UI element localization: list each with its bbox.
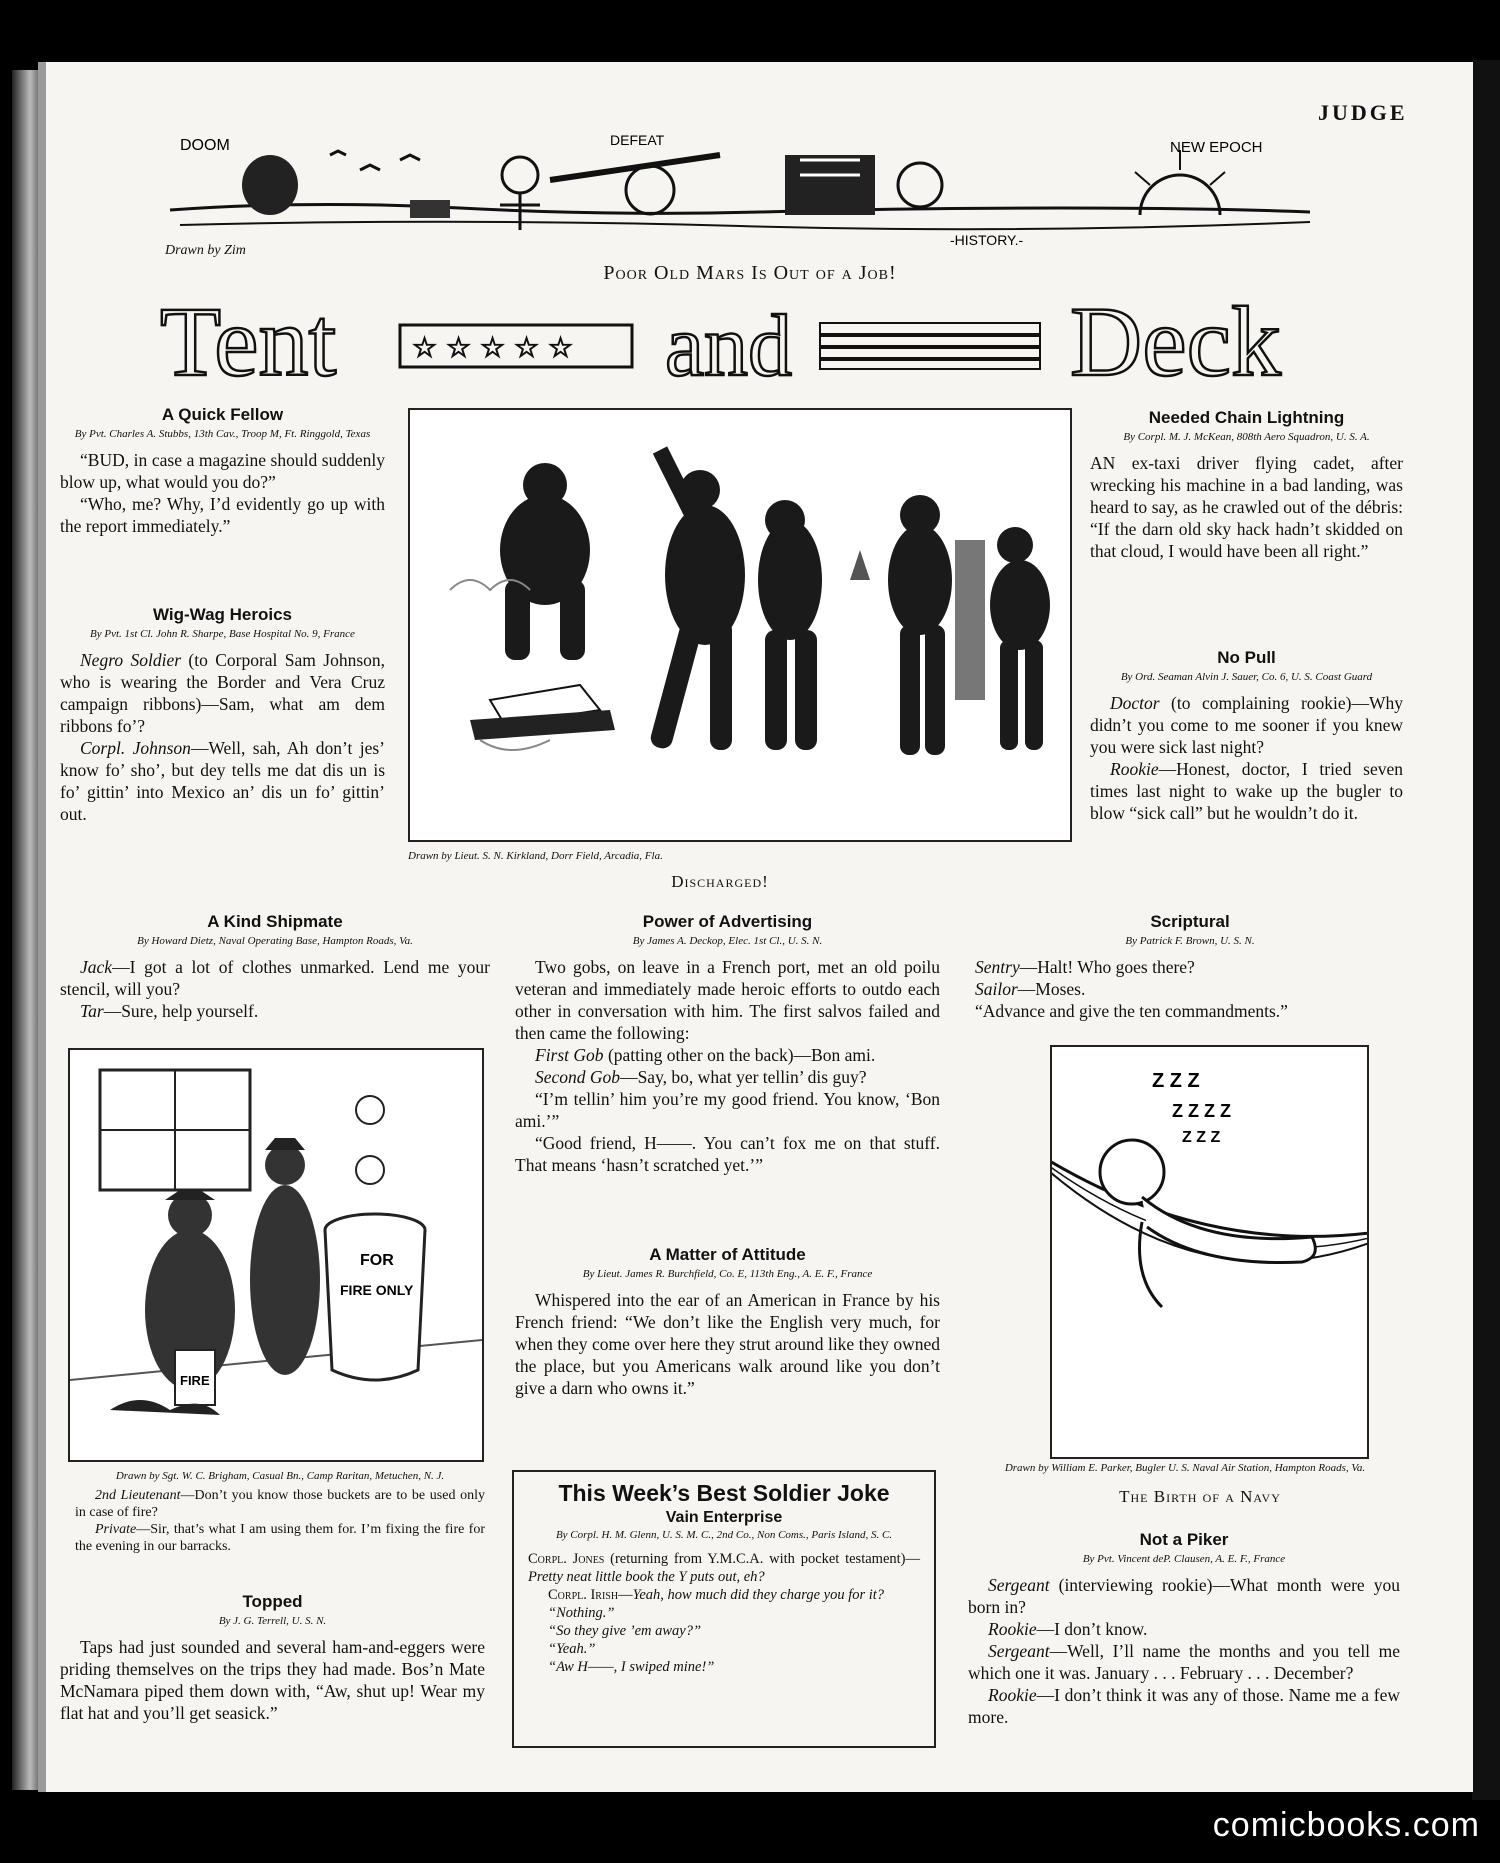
navy-credit: Drawn by William E. Parker, Bugler U. S. Naval Air Station, Hampton Roads, Va. [1004,1462,1366,1474]
dialogue: Pretty neat little book the Y puts out, eh? [528,1569,765,1585]
article-text: “I’m tellin’ him you’re my good friend. You know, ‘Bon ami.’” [515,1089,940,1131]
article-power-of-advertising [515,912,940,1176]
article-text: Two gobs, on leave in a French port, met an old poilu veteran and immediately made heroic efforts to outdo each other in conversation with him. The first salvos failed and then came the following: [515,957,940,1043]
speaker: Sergeant [988,1575,1050,1595]
article-title: No Pull [1217,648,1276,667]
speaker: Negro Soldier [80,650,182,670]
article-text: Whispered into the ear of an American in France by his French friend: “We don’t like the English very much, for when they come over here they strut around like they owned the place, but you Americans walk around like you don’t give a darn who owns it.” [515,1290,940,1398]
dialogue: —Moses. [1017,979,1086,999]
navy-illustration [1050,1045,1369,1459]
article-text: “Advance and give the ten commandments.” [975,1001,1288,1021]
speaker: Private [95,1522,137,1537]
article-byline: By James A. Deckop, Elec. 1st Cl., U. S. N. [632,935,823,947]
article-title: Scriptural [1150,912,1230,931]
speaker: First Gob [535,1045,604,1065]
speaker: Corpl. Irish [548,1587,619,1603]
dialogue: (to complaining rookie)—Why didn’t you come to me sooner if you knew you were sick last night? [1090,693,1403,757]
dialogue: —Say, bo, what yer tellin’ dis guy? [620,1067,867,1087]
publication-name: JUDGE [1318,100,1408,125]
article-scriptural [975,912,1405,1022]
article-byline: By Pvt. 1st Cl. John R. Sharpe, Base Hospital No. 9, France [90,628,355,640]
site-watermark: comicbooks.com [1212,1806,1480,1844]
article-title: Wig-Wag Heroics [152,605,292,624]
article-title: Topped [242,1592,303,1611]
dialogue: “So they give ’em away?” [548,1623,702,1639]
bucket-label: FIRE [180,1373,210,1388]
article-byline: By Pvt. Vincent deP. Clausen, A. E. F., France [1082,1553,1286,1565]
banner-label-defeat: DEFEAT [610,132,665,148]
article-quick-fellow [60,405,385,537]
speaker: Rookie [988,1619,1037,1639]
dialogue: (to Corporal Sam Johnson, who is wearing the Border and Vera Cruz campaign ribbons)—Sam, what am dem ribbons fo’? [60,650,385,736]
stars-box [400,325,632,367]
title-tent: Tent [160,286,337,395]
dialogue: —Sir, that’s what I am using them for. I’m fixing the fire for the evening in our barracks. [75,1522,485,1554]
banner-label-new-epoch: NEW EPOCH [1170,139,1263,156]
article-title: Needed Chain Lightning [1148,408,1345,427]
discharged-illustration [408,408,1072,842]
article-wig-wag-heroics [60,605,385,825]
article-title: A Matter of Attitude [649,1245,806,1264]
banner-credit: Drawn by Zim [165,243,246,258]
article-byline: By Patrick F. Brown, U. S. N. [1125,935,1255,947]
best-soldier-joke-box [512,1470,936,1748]
speaker: Tar [80,1001,104,1021]
svg-text:Z Z Z: Z Z Z [1152,1070,1200,1092]
fire-bucket-illustration [68,1048,484,1462]
article-text: Taps had just sounded and several ham-and-eggers were priding themselves on the trips they had made. Bos’n Mate McNamara piped them down with, “Aw, shut up! Wear my flat hat and you’ll get seasick.” [60,1637,485,1723]
speaker: Corpl. Jones [528,1551,605,1567]
speaker: Sergeant [988,1641,1050,1661]
article-topped [60,1592,485,1724]
dialogue: (interviewing rookie)—What month were you born in? [968,1575,1400,1617]
dialogue: “Aw H——, I swiped mine!” [548,1659,715,1675]
dialogue: —I got a lot of clothes unmarked. Lend me your stencil, will you? [60,957,490,999]
article-byline: By J. G. Terrell, U. S. N. [218,1615,327,1627]
article-no-pull [1090,648,1403,824]
dialogue: —Sure, help yourself. [103,1001,259,1021]
article-byline: By Corpl. H. M. Glenn, U. S. M. C., 2nd Co., Non Coms., Paris Island, S. C. [555,1529,893,1541]
dialogue: (returning from Y.M.C.A. with pocket testament)— [604,1551,920,1567]
discharged-credit: Drawn by Lieut. S. N. Kirkland, Dorr Field, Arcadia, Fla. [408,850,663,862]
dialogue: “Nothing.” [548,1605,615,1621]
dialogue: —Don’t you know those buckets are to be used only in case of fire? [75,1488,485,1520]
article-byline: By Pvt. Charles A. Stubbs, 13th Cav., Troop M, Ft. Ringgold, Texas [74,428,371,440]
page-title [160,285,1330,395]
title-and: and [665,298,793,395]
speaker: Rookie [988,1685,1037,1705]
right-edge [1472,60,1500,1800]
banner-label-doom: DOOM [180,137,230,154]
article-text: AN ex-taxi driver flying cadet, after wrecking his machine in a bad landing, was heard to say, as he crawled out of the débris: “If the darn old sky hack hadn’t skidded on that cloud, I would have been all right.” [1090,453,1403,561]
dialogue: Yeah, how much did they charge you for it? [632,1587,885,1603]
dialogue: —Halt! Who goes there? [1019,957,1195,977]
dialogue: —I don’t think it was any of those. Name me a few more. [968,1685,1400,1727]
speaker: Rookie [1110,759,1159,779]
banner-illustration [160,130,1320,250]
article-text: “Good friend, H——. You can’t fox me on that stuff. That means ‘hasn’t scratched yet.’” [515,1133,940,1175]
dialogue: — [618,1587,633,1603]
speaker: Doctor [1110,693,1160,713]
article-kind-shipmate [60,912,490,1022]
barrel-label-for: FOR [360,1252,394,1269]
article-byline: By Ord. Seaman Alvin J. Sauer, Co. 6, U. S. Coast Guard [1120,671,1373,683]
speaker: Jack [80,957,113,977]
title-deck: Deck [1070,286,1281,395]
banner-caption: Poor Old Mars Is Out of a Job! [603,262,897,284]
svg-text:☆ ☆ ☆ ☆ ☆: ☆ ☆ ☆ ☆ ☆ [412,331,574,364]
article-title: A Quick Fellow [161,405,284,424]
article-byline: By Lieut. James R. Burchfield, Co. E, 113th Eng., A. E. F., France [582,1268,873,1280]
speaker: Corpl. Johnson [80,738,191,758]
discharged-caption: Discharged! [671,872,769,891]
article-byline: By Corpl. M. J. McKean, 808th Aero Squadron, U. S. A. [1123,431,1370,443]
dialogue: “Yeah.” [548,1641,596,1657]
article-title: Vain Enterprise [665,1509,783,1526]
speaker: Second Gob [535,1067,621,1087]
dialogue: —Well, sah, Ah don’t jes’ know fo’ sho’, but dey tells me dat dis un is fo’ gittin’ into Mexico an’ dis un fo’ gittin’ out. [60,738,385,824]
dialogue: —Honest, doctor, I tried seven times last night to wake up the bugler to blow “sick call” but he wouldn’t do it. [1090,759,1403,823]
fire-bucket-credit: Drawn by Sgt. W. C. Brigham, Casual Bn., Camp Raritan, Metuchen, N. J. [115,1470,445,1482]
dialogue: (patting other on the back)—Bon ami. [603,1045,876,1065]
speaker: Sailor [975,979,1018,999]
banner-label-history: -HISTORY.- [950,232,1024,248]
article-byline: By Howard Dietz, Naval Operating Base, Hampton Roads, Va. [137,935,413,947]
navy-caption: The Birth of a Navy [1119,1487,1281,1506]
barrel-label-fire-only: FIRE ONLY [340,1282,414,1298]
article-title: A Kind Shipmate [207,912,343,931]
fire-bucket-text [75,1470,485,1555]
article-needed-chain-lightning [1090,408,1403,562]
stripes-box [820,323,1040,369]
article-title: Power of Advertising [642,912,813,931]
svg-text:Z Z Z: Z Z Z [1182,1129,1221,1146]
article-title: Not a Piker [1139,1530,1229,1549]
article-not-a-piker [968,1530,1400,1728]
article-text: “Who, me? Why, I’d evidently go up with the report immediately.” [60,494,385,536]
article-matter-of-attitude [515,1245,940,1399]
dialogue: —Well, I’ll name the months and you tell me which one it was. January . . . February . . . December? [968,1641,1400,1683]
speaker: 2nd Lieutenant [95,1488,181,1503]
dialogue: —I don’t know. [1036,1619,1148,1639]
speaker: Sentry [975,957,1020,977]
svg-text:Z Z Z Z: Z Z Z Z [1172,1101,1231,1121]
box-heading: This Week’s Best Soldier Joke [558,1480,890,1506]
article-text: “BUD, in case a magazine should suddenly blow up, what would you do?” [60,450,385,492]
